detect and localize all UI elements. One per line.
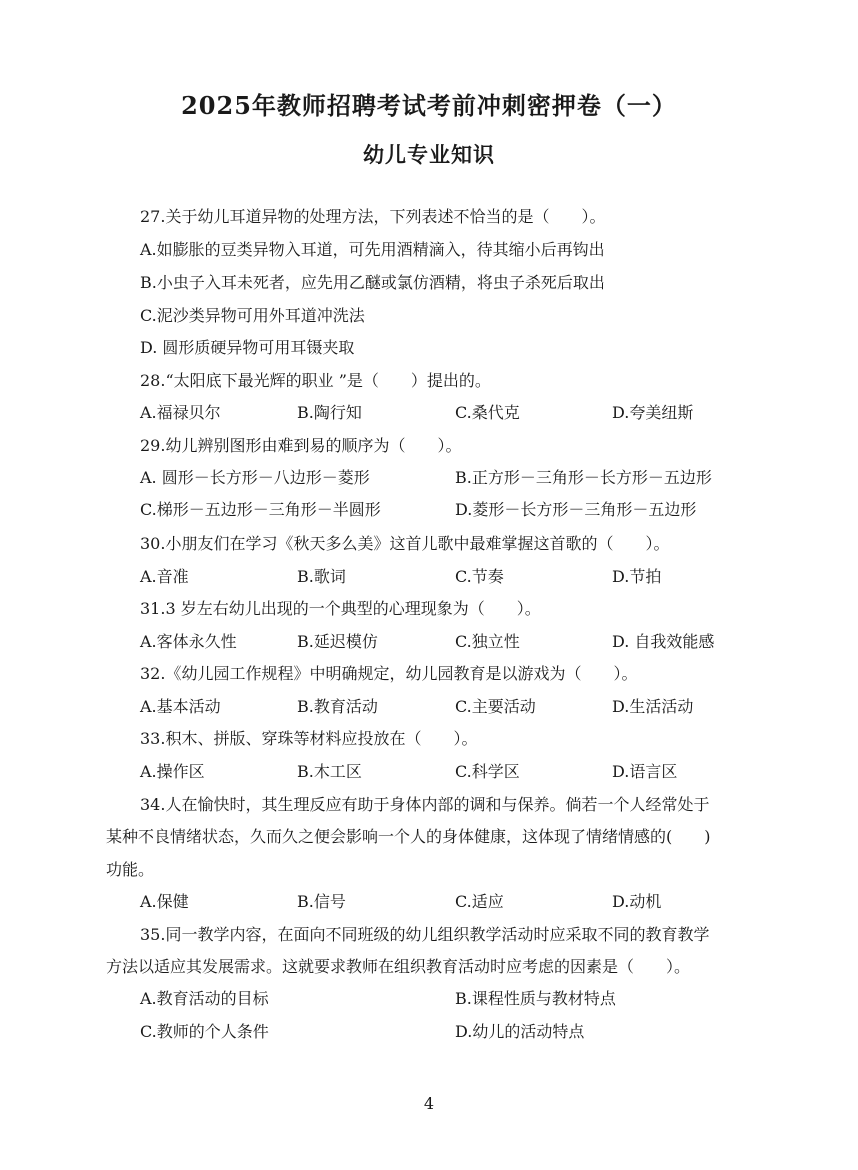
question-30-option-a: A.音准	[140, 567, 189, 586]
question-28-option-b: B.陶行知	[297, 403, 362, 422]
question-33-option-d: D.语言区	[612, 762, 678, 781]
question-27-option-d: D. 圆形质硬异物可用耳镊夹取	[140, 338, 355, 357]
question-35-stem-line-2: 方法以适应其发展需求。这就要求教师在组织教育活动时应考虑的因素是（ ）。	[106, 957, 691, 976]
question-28-stem: 28.“太阳底下最光辉的职业 ”是（ ）提出的。	[140, 371, 491, 390]
question-27-option-b: B.小虫子入耳未死者，应先用乙醚或氯仿酒精，将虫子杀死后取出	[140, 273, 605, 292]
question-33-option-a: A.操作区	[140, 762, 205, 781]
question-31-option-d: D. 自我效能感	[612, 632, 715, 651]
question-28-option-c: C.桑代克	[455, 403, 520, 422]
question-30-option-b: B.歌词	[297, 567, 346, 586]
question-27-option-c: C.泥沙类异物可用外耳道冲洗法	[140, 306, 365, 325]
question-32-option-b: B.教育活动	[297, 697, 378, 716]
question-29-option-a: A. 圆形－长方形－八边形－菱形	[140, 468, 370, 487]
question-30-option-c: C.节奏	[455, 567, 504, 586]
question-31-option-b: B.延迟模仿	[297, 632, 378, 651]
question-34-option-d: D.动机	[612, 892, 662, 911]
question-28-option-d: D.夸美纽斯	[612, 403, 694, 422]
question-35-option-c: C.教师的个人条件	[140, 1022, 269, 1041]
question-34-stem-line-2: 某种不良情绪状态，久而久之便会影响一个人的身体健康，这体现了情绪情感的( )	[106, 827, 711, 846]
question-31-option-a: A.客体永久性	[140, 632, 237, 651]
question-32-option-c: C.主要活动	[455, 697, 536, 716]
question-33-option-c: C.科学区	[455, 762, 520, 781]
question-27-option-a: A.如膨胀的豆类异物入耳道，可先用酒精滴入，待其缩小后再钩出	[140, 240, 605, 259]
question-29-option-b: B.正方形－三角形－长方形－五边形	[455, 468, 712, 487]
question-34-stem-line-1: 34.人在愉快时，其生理反应有助于身体内部的调和与保养。倘若一个人经常处于	[140, 795, 710, 814]
question-28-option-a: A.福禄贝尔	[140, 403, 221, 422]
question-35-option-b: B.课程性质与教材特点	[455, 989, 616, 1008]
question-30-option-d: D.节拍	[612, 567, 662, 586]
question-34-option-c: C.适应	[455, 892, 504, 911]
page-number: 4	[423, 1094, 435, 1113]
question-32-stem: 32.《幼儿园工作规程》中明确规定，幼儿园教育是以游戏为（ ）。	[140, 664, 638, 683]
question-34-stem-line-3: 功能。	[106, 860, 155, 879]
question-29-option-d: D.菱形－长方形－三角形－五边形	[455, 500, 697, 519]
question-35-option-a: A.教育活动的目标	[140, 989, 269, 1008]
question-32-option-a: A.基本活动	[140, 697, 221, 716]
question-31-option-c: C.独立性	[455, 632, 520, 651]
question-27-stem: 27.关于幼儿耳道异物的处理方法，下列表述不恰当的是（ ）。	[140, 207, 606, 226]
question-33-stem: 33.积木、拼版、穿珠等材料应投放在（ ）。	[140, 729, 478, 748]
question-30-stem: 30.小朋友们在学习《秋天多么美》这首儿歌中最难掌握这首歌的（ ）。	[140, 534, 670, 553]
question-33-option-b: B.木工区	[297, 762, 362, 781]
page-subtitle: 幼儿专业知识	[363, 142, 495, 167]
question-32-option-d: D.生活活动	[612, 697, 694, 716]
question-35-option-d: D.幼儿的活动特点	[455, 1022, 585, 1041]
question-31-stem: 31.3 岁左右幼儿出现的一个典型的心理现象为（ ）。	[140, 599, 541, 618]
question-34-option-b: B.信号	[297, 892, 346, 911]
question-29-stem: 29.幼儿辨别图形由难到易的顺序为（ ）。	[140, 436, 462, 455]
question-29-option-c: C.梯形－五边形－三角形－半圆形	[140, 500, 381, 519]
question-35-stem-line-1: 35.同一教学内容，在面向不同班级的幼儿组织教学活动时应采取不同的教育教学	[140, 925, 710, 944]
question-34-option-a: A.保健	[140, 892, 189, 911]
page-title: 2025年教师招聘考试考前冲刺密押卷（一）	[181, 91, 677, 120]
